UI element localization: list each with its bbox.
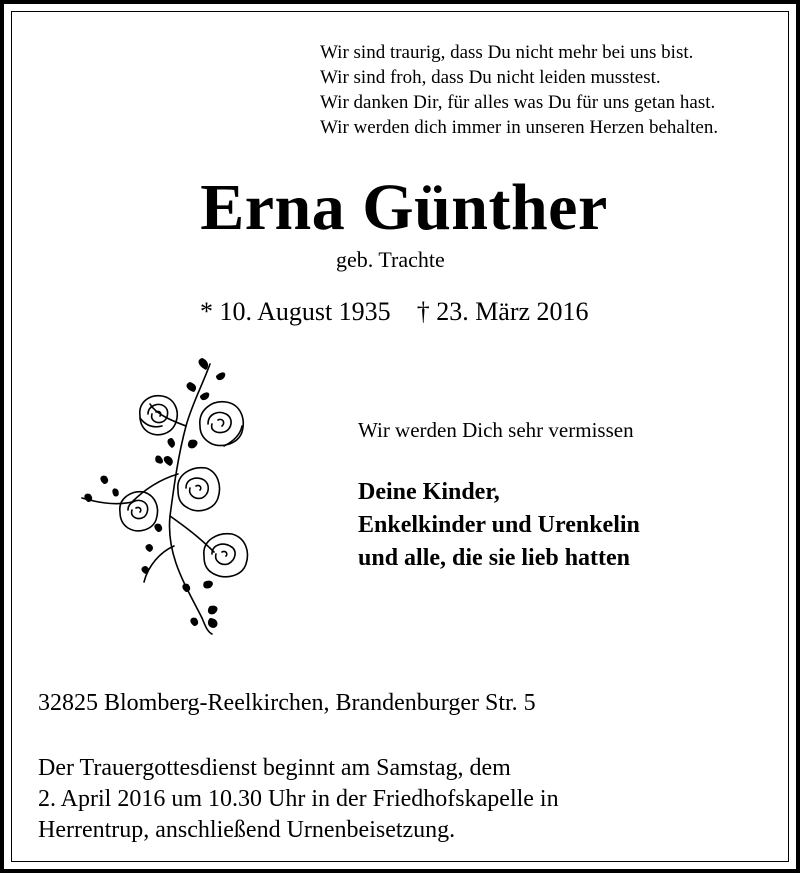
poem bbox=[320, 40, 790, 140]
deceased-name: Erna Günther bbox=[200, 171, 608, 244]
birth-name: geb. Trachte bbox=[336, 247, 445, 272]
miss-line: Wir werden Dich sehr vermissen bbox=[358, 418, 634, 442]
service-line: Der Trauergottesdienst beginnt am Samstag, dem bbox=[38, 755, 511, 781]
poem-line: Wir danken Dir, für alles was Du für uns getan hast. bbox=[320, 92, 716, 113]
service-line: 2. April 2016 um 10.30 Uhr in der Friedhofskapelle in bbox=[38, 786, 559, 812]
poem-line: Wir sind froh, dass Du nicht leiden musstest. bbox=[320, 67, 661, 88]
poem-line: Wir werden dich immer in unseren Herzen behalten. bbox=[320, 117, 719, 138]
address: 32825 Blomberg-Reelkirchen, Brandenburger Str. 5 bbox=[38, 690, 536, 716]
roses-illustration-icon bbox=[74, 356, 264, 636]
birth-date: * 10. August 1935 bbox=[200, 297, 391, 326]
poem-line: Wir sind traurig, dass Du nicht mehr bei uns bist. bbox=[320, 42, 694, 63]
service-info bbox=[38, 753, 559, 846]
mourner-line: Enkelkinder und Urenkelin bbox=[358, 512, 640, 538]
service-line: Herrentrup, anschließend Urnenbeisetzung. bbox=[38, 817, 456, 843]
mourner-line: Deine Kinder, bbox=[358, 479, 500, 505]
death-date: † 23. März 2016 bbox=[416, 297, 589, 326]
life-dates bbox=[200, 296, 589, 328]
mourners bbox=[358, 476, 640, 575]
mourner-line: und alle, die sie lieb hatten bbox=[358, 545, 631, 571]
